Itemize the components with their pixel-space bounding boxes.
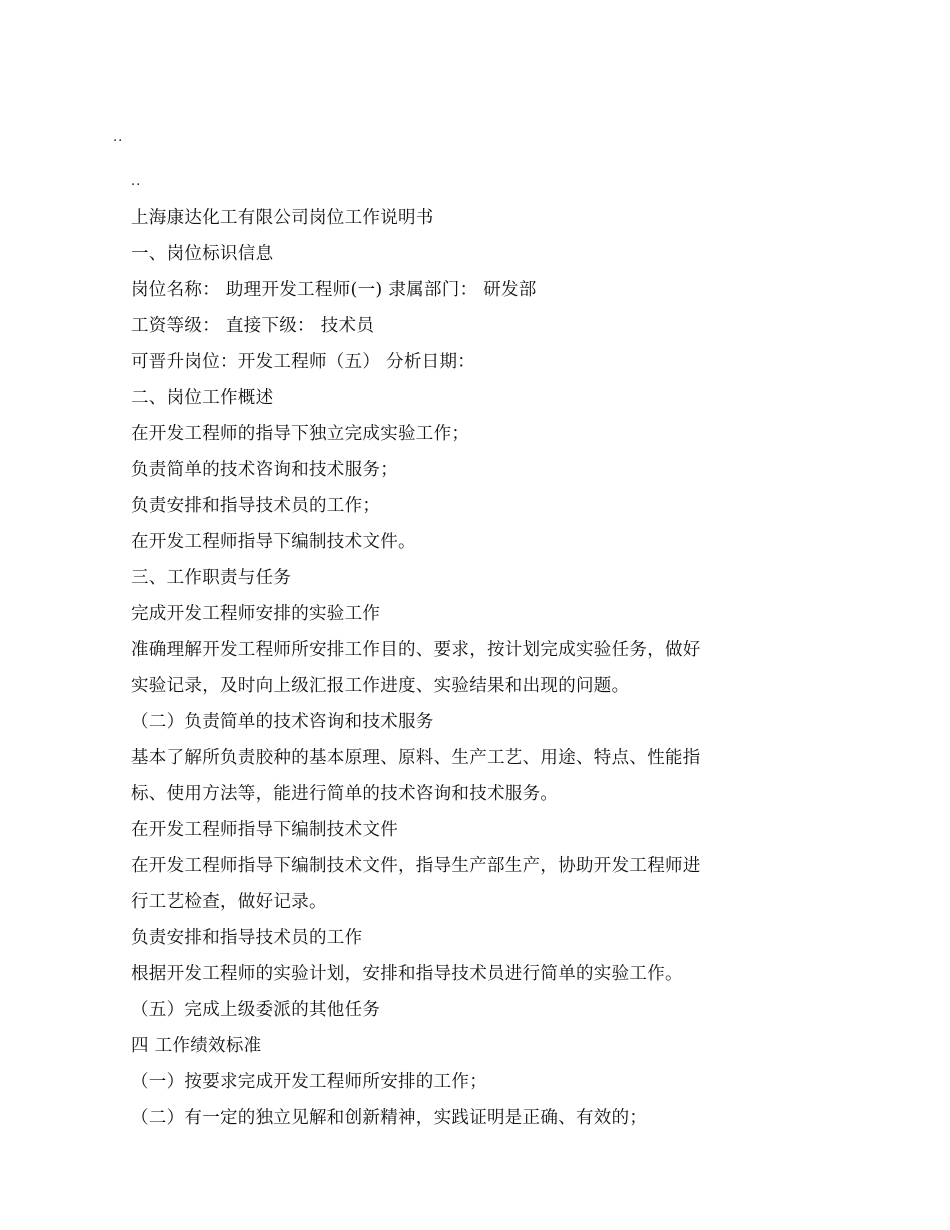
info-line-salary: 工资等级： 直接下级： 技术员 [131, 316, 375, 336]
duty-heading: 在开发工程师指导下编制技术文件 [131, 820, 398, 840]
standard-item: （一）按要求完成开发工程师所安排的工作； [131, 1072, 487, 1092]
section-heading-3: 三、工作职责与任务 [131, 568, 292, 588]
summary-item: 在开发工程师指导下编制技术文件。 [131, 532, 416, 552]
summary-item: 在开发工程师的指导下独立完成实验工作； [131, 424, 470, 444]
dots-mark: .. [131, 174, 142, 189]
section-heading-4: 四 工作绩效标准 [131, 1036, 262, 1056]
standard-item: （二）有一定的独立见解和创新精神，实践证明是正确、有效的； [131, 1108, 648, 1128]
summary-item: 负责安排和指导技术员的工作； [131, 496, 381, 516]
duty-heading: （五）完成上级委派的其他任务 [131, 1000, 381, 1020]
duty-text: 根据开发工程师的实验计划，安排和指导技术员进行简单的实验工作。 [131, 964, 683, 984]
section-heading-2: 二、岗位工作概述 [131, 388, 274, 408]
duty-text: 在开发工程师指导下编制技术文件，指导生产部生产，协助开发工程师进 [131, 856, 701, 876]
summary-item: 负责简单的技术咨询和技术服务； [131, 460, 398, 480]
duty-text: 实验记录，及时向上级汇报工作进度、实验结果和出现的问题。 [131, 676, 630, 696]
duty-text: 准确理解开发工程师所安排工作目的、要求，按计划完成实验任务，做好 [131, 640, 701, 660]
document-title: 上海康达化工有限公司岗位工作说明书 [131, 208, 434, 228]
duty-heading: （二）负责简单的技术咨询和技术服务 [131, 712, 434, 732]
duty-text: 行工艺检查，做好记录。 [131, 892, 327, 912]
duty-text: 基本了解所负责胶种的基本原理、原料、生产工艺、用途、特点、性能指 [131, 748, 701, 768]
info-line-position: 岗位名称： 助理开发工程师(一) 隶属部门： 研发部 [131, 280, 537, 300]
document-body [131, 164, 741, 1136]
top-dots-mark: .. [113, 130, 124, 145]
duty-heading: 完成开发工程师安排的实验工作 [131, 604, 381, 624]
section-heading-1: 一、岗位标识信息 [131, 244, 274, 264]
duty-text: 标、使用方法等，能进行简单的技术咨询和技术服务。 [131, 784, 559, 804]
info-line-promotion: 可晋升岗位：开发工程师（五） 分析日期： [131, 352, 476, 372]
duty-heading: 负责安排和指导技术员的工作 [131, 928, 363, 948]
